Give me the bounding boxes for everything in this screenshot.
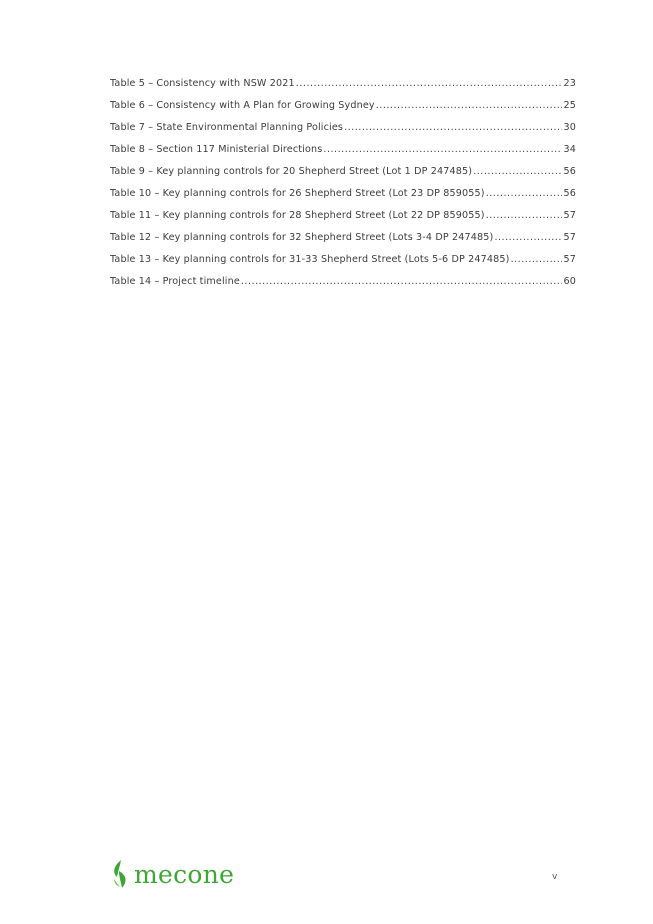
toc-entry[interactable] <box>110 100 576 122</box>
toc-entry-page: 23 <box>563 78 576 89</box>
toc-entry-page: 57 <box>563 210 576 221</box>
toc-entry-label: Table 8 – Section 117 Ministerial Directions <box>110 144 323 155</box>
toc-entry-label: Table 12 – Key planning controls for 32 Shepherd Street (Lots 3-4 DP 247485) <box>110 232 494 243</box>
toc-dot-leader <box>323 144 562 155</box>
toc-dot-leader <box>486 188 563 199</box>
company-logo <box>110 859 234 889</box>
toc-dot-leader <box>494 232 562 243</box>
toc-entry[interactable] <box>110 166 576 188</box>
toc-entry-label: Table 11 – Key planning controls for 28 Shepherd Street (Lot 22 DP 859055) <box>110 210 485 221</box>
toc-entry-page: 57 <box>563 232 576 243</box>
toc-entry-page: 30 <box>563 122 576 133</box>
toc-entry-label: Table 5 – Consistency with NSW 2021 <box>110 78 295 89</box>
toc-dot-leader <box>511 254 563 265</box>
toc-entry-page: 34 <box>563 144 576 155</box>
toc-dot-leader <box>473 166 562 177</box>
toc-entry-page: 25 <box>563 100 576 111</box>
toc-entry-label: Table 13 – Key planning controls for 31-33 Shepherd Street (Lots 5-6 DP 247485) <box>110 254 510 265</box>
toc-entry-label: Table 9 – Key planning controls for 20 Shepherd Street (Lot 1 DP 247485) <box>110 166 473 177</box>
toc-entry-label: Table 14 – Project timeline <box>110 276 240 287</box>
toc-entry-page: 56 <box>563 188 576 199</box>
toc-entry-label: Table 10 – Key planning controls for 26 Shepherd Street (Lot 23 DP 859055) <box>110 188 485 199</box>
table-of-tables <box>110 78 576 298</box>
toc-dot-leader <box>344 122 562 133</box>
page-number: v <box>552 872 558 882</box>
toc-entry-label: Table 6 – Consistency with A Plan for Growing Sydney <box>110 100 375 111</box>
toc-entry[interactable] <box>110 232 576 254</box>
mecone-leaf-icon <box>110 859 130 889</box>
toc-dot-leader <box>376 100 563 111</box>
toc-entry-page: 56 <box>563 166 576 177</box>
toc-entry-page: 60 <box>563 276 576 287</box>
toc-entry[interactable] <box>110 78 576 100</box>
toc-entry-page: 57 <box>563 254 576 265</box>
toc-entry-label: Table 7 – State Environmental Planning Policies <box>110 122 344 133</box>
toc-entry[interactable] <box>110 144 576 166</box>
toc-dot-leader <box>486 210 563 221</box>
toc-dot-leader <box>296 78 563 89</box>
toc-entry[interactable] <box>110 276 576 298</box>
logo-wordmark: mecone <box>134 859 235 889</box>
toc-entry[interactable] <box>110 188 576 210</box>
toc-entry[interactable] <box>110 122 576 144</box>
toc-entry[interactable] <box>110 254 576 276</box>
toc-entry[interactable] <box>110 210 576 232</box>
toc-dot-leader <box>241 276 563 287</box>
